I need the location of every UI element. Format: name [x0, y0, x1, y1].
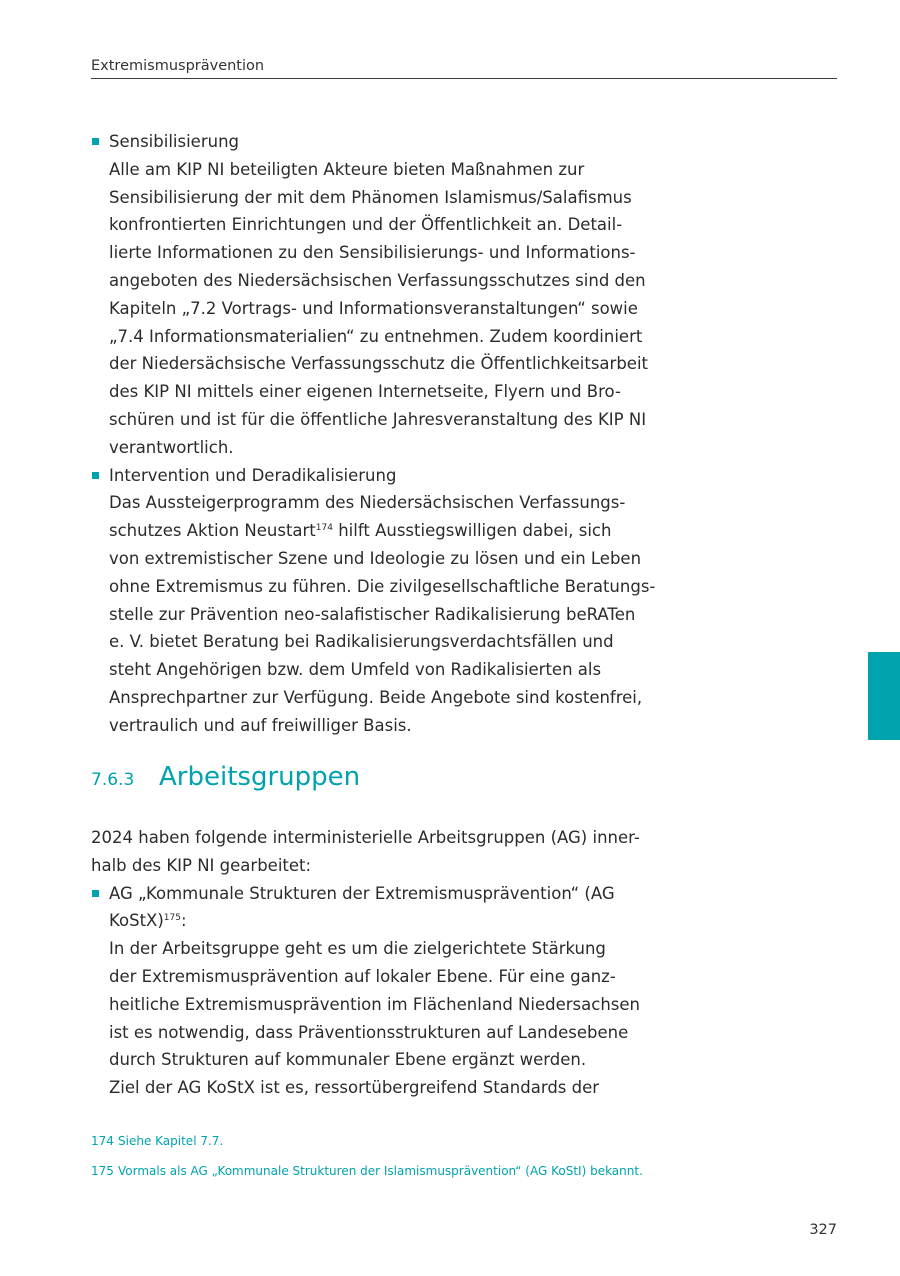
- section-heading: [91, 762, 360, 792]
- text-segment: KoStX): [109, 911, 164, 931]
- footnote-174: [91, 1134, 837, 1148]
- running-header: Extremismusprävention: [91, 58, 837, 79]
- text-line-with-footnote: [109, 517, 651, 545]
- text-line: vertraulich und auf freiwilliger Basis.: [109, 715, 412, 735]
- text-line: ist es notwendig, dass Präventionsstrukturen auf Landesebene: [109, 1022, 629, 1042]
- footnote-number: 174: [91, 1134, 114, 1148]
- text-line: lierte Informationen zu den Sensibilisierungs- und Informations-: [109, 243, 636, 263]
- text-line: „7.4 Informationsmaterialien“ zu entnehmen. Zudem koordiniert: [109, 326, 643, 346]
- main-text-top: [91, 128, 656, 740]
- footnote-text: Vormals als AG „Kommunale Strukturen der Islamismusprävention“ (AG KoStI) bekannt.: [118, 1164, 643, 1178]
- main-text-bottom: [91, 824, 651, 1102]
- text-line: stelle zur Prävention neo-salafistischer Radikalisierung beRATen: [109, 604, 636, 624]
- footnotes: [91, 1134, 837, 1194]
- section-number: 7.6.3: [91, 770, 135, 790]
- footnote-ref-174[interactable]: 174: [315, 523, 333, 534]
- text-line: schüren und ist für die öffentliche Jahresveranstaltung des KIP NI: [109, 409, 647, 429]
- bullet-intervention: [91, 462, 656, 740]
- chapter-tab-marker: [868, 652, 900, 740]
- text-line-with-footnote: [109, 907, 651, 935]
- text-line: AG „Kommunale Strukturen der Extremismusprävention“ (AG: [109, 883, 615, 903]
- footnote-text: Siehe Kapitel 7.7.: [118, 1134, 224, 1148]
- text-segment: hilft Ausstiegswilligen dabei, sich: [332, 521, 612, 541]
- section-title: Arbeitsgruppen: [159, 762, 361, 792]
- bullet-ag-kostx: [91, 880, 651, 1102]
- text-line: Kapiteln „7.2 Vortrags- und Informationsveranstaltungen“ sowie: [109, 298, 638, 318]
- text-line: der Niedersächsische Verfassungsschutz die Öffentlichkeitsarbeit: [109, 354, 649, 374]
- text-line: Sensibilisierung: [109, 132, 239, 151]
- text-line: Intervention und Deradikalisierung: [109, 465, 397, 485]
- text-line: Alle am KIP NI beteiligten Akteure bieten Maßnahmen zur: [109, 159, 585, 179]
- text-line: halb des KIP NI gearbeitet:: [91, 855, 312, 875]
- text-line: steht Angehörigen bzw. dem Umfeld von Radikalisierten als: [109, 660, 602, 680]
- text-line: durch Strukturen auf kommunaler Ebene ergänzt werden.: [109, 1050, 587, 1070]
- text-line: der Extremismusprävention auf lokaler Ebene. Für eine ganz-: [109, 966, 616, 986]
- text-line: angeboten des Niedersächsischen Verfassungsschutzes sind den: [109, 270, 646, 290]
- footnote-ref-175[interactable]: 175: [163, 913, 181, 924]
- text-line: Ansprechpartner zur Verfügung. Beide Angebote sind kostenfrei,: [109, 687, 643, 707]
- text-line: konfrontierten Einrichtungen und der Öffentlichkeit an. Detail-: [109, 215, 623, 235]
- text-line: ohne Extremismus zu führen. Die zivilgesellschaftliche Beratungs-: [109, 576, 656, 596]
- footnote-175: [91, 1164, 837, 1178]
- footnote-number: 175: [91, 1164, 114, 1178]
- text-line: e. V. bietet Beratung bei Radikalisierungsverdachtsfällen und: [109, 632, 614, 652]
- text-segment: :: [180, 911, 187, 931]
- text-line: Ziel der AG KoStX ist es, ressortübergreifend Standards der: [109, 1078, 600, 1098]
- text-line: Sensibilisierung der mit dem Phänomen Islamismus/Salafismus: [109, 187, 632, 207]
- text-segment: schutzes Aktion Neustart: [109, 521, 316, 541]
- text-line: heitliche Extremismusprävention im Flächenland Niedersachsen: [109, 994, 640, 1014]
- text-line: 2024 haben folgende interministerielle Arbeitsgruppen (AG) inner-: [91, 828, 640, 847]
- text-line: des KIP NI mittels einer eigenen Internetseite, Flyern und Bro-: [109, 382, 621, 402]
- text-line: In der Arbeitsgruppe geht es um die zielgerichtete Stärkung: [109, 939, 606, 959]
- text-line: Das Aussteigerprogramm des Niedersächsischen Verfassungs-: [109, 493, 626, 513]
- text-line: verantwortlich.: [109, 437, 234, 457]
- bullet-sensibilisierung: [91, 128, 651, 462]
- text-line: von extremistischer Szene und Ideologie zu lösen und ein Leben: [109, 548, 642, 568]
- page-number: 327: [809, 1222, 837, 1238]
